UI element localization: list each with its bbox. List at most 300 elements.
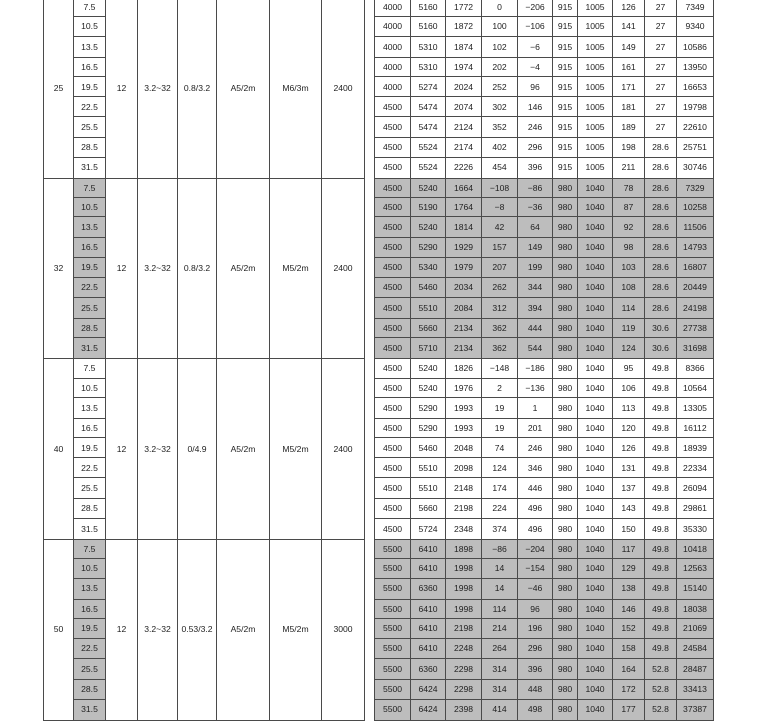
dim-b-cell: 1929: [446, 238, 482, 257]
weight-cell: 25751: [677, 138, 714, 157]
dim-h-cell: 49.8: [645, 438, 677, 458]
dim-h-cell: 49.8: [645, 359, 677, 378]
length-cell: 4500: [375, 318, 411, 337]
dim-h-cell: 49.8: [645, 518, 677, 539]
span-cell: 28.5: [74, 680, 106, 699]
dim-g-cell: 138: [613, 578, 645, 599]
dim-f-cell: 1005: [578, 157, 613, 178]
gauge-cell: 2400: [322, 178, 365, 359]
span-cell: 13.5: [74, 398, 106, 419]
span-cell: 28.5: [74, 138, 106, 157]
dim-g-cell: 164: [613, 659, 645, 680]
dim-c-cell: −148: [482, 359, 518, 378]
dim-f-cell: 1040: [578, 539, 613, 558]
dim-g-cell: 87: [613, 198, 645, 217]
class-cell: A5/2m: [217, 539, 270, 720]
dim-a-cell: 5724: [411, 518, 446, 539]
dim-a-cell: 5310: [411, 36, 446, 57]
ratio-cell: 0/4.9: [178, 359, 217, 540]
dim-g-cell: 172: [613, 680, 645, 699]
weight-cell: 16807: [677, 257, 714, 277]
dim-g-cell: 78: [613, 178, 645, 197]
dim-a-cell: 5660: [411, 499, 446, 518]
dim-g-cell: 129: [613, 559, 645, 578]
dim-g-cell: 143: [613, 499, 645, 518]
range-cell: 3.2~32: [138, 178, 178, 359]
length-cell: 5500: [375, 680, 411, 699]
length-cell: 4500: [375, 518, 411, 539]
dim-h-cell: 49.8: [645, 499, 677, 518]
dim-b-cell: 2098: [446, 458, 482, 478]
dim-g-cell: 177: [613, 699, 645, 720]
dim-a-cell: 5240: [411, 359, 446, 378]
dim-b-cell: 1998: [446, 599, 482, 618]
gap-cell: [365, 539, 375, 720]
dim-a-cell: 5290: [411, 398, 446, 419]
dim-d-cell: 346: [518, 458, 553, 478]
weight-cell: 16112: [677, 419, 714, 438]
length-cell: 4500: [375, 217, 411, 238]
dim-e-cell: 915: [553, 77, 578, 97]
dim-g-cell: 211: [613, 157, 645, 178]
dim-c-cell: 362: [482, 338, 518, 359]
dim-g-cell: 146: [613, 599, 645, 618]
class-cell: A5/2m: [217, 178, 270, 359]
dim-g-cell: 198: [613, 138, 645, 157]
length-cell: 4500: [375, 378, 411, 397]
dim-c-cell: 100: [482, 17, 518, 36]
dim-e-cell: 980: [553, 338, 578, 359]
dim-b-cell: 1664: [446, 178, 482, 197]
dim-h-cell: 28.6: [645, 138, 677, 157]
dim-g-cell: 158: [613, 639, 645, 659]
weight-cell: 19798: [677, 97, 714, 117]
dim-g-cell: 124: [613, 338, 645, 359]
dim-c-cell: 224: [482, 499, 518, 518]
dim-f-cell: 1040: [578, 518, 613, 539]
table-row: [44, 0, 714, 17]
dim-d-cell: 96: [518, 77, 553, 97]
dim-d-cell: 246: [518, 117, 553, 138]
dim-b-cell: 2298: [446, 680, 482, 699]
weight-cell: 8366: [677, 359, 714, 378]
class-cell: A5/2m: [217, 0, 270, 178]
dim-c-cell: −108: [482, 178, 518, 197]
dim-f-cell: 1040: [578, 257, 613, 277]
dim-b-cell: 2134: [446, 318, 482, 337]
dim-b-cell: 2074: [446, 97, 482, 117]
dim-e-cell: 980: [553, 217, 578, 238]
span-cell: 22.5: [74, 277, 106, 297]
dim-c-cell: −86: [482, 539, 518, 558]
dim-h-cell: 28.6: [645, 217, 677, 238]
dim-d-cell: −86: [518, 178, 553, 197]
dim-b-cell: 2348: [446, 518, 482, 539]
dim-c-cell: 102: [482, 36, 518, 57]
span-cell: 31.5: [74, 699, 106, 720]
dim-d-cell: 201: [518, 419, 553, 438]
dim-a-cell: 6410: [411, 599, 446, 618]
dim-a-cell: 6410: [411, 619, 446, 639]
dim-a-cell: 5310: [411, 57, 446, 76]
dim-e-cell: 980: [553, 438, 578, 458]
span-cell: 25.5: [74, 297, 106, 318]
count-cell: 12: [106, 0, 138, 178]
dim-c-cell: 14: [482, 559, 518, 578]
dim-e-cell: 980: [553, 398, 578, 419]
dim-e-cell: 980: [553, 518, 578, 539]
span-cell: 13.5: [74, 578, 106, 599]
dim-h-cell: 28.6: [645, 198, 677, 217]
span-cell: 13.5: [74, 217, 106, 238]
count-cell: 12: [106, 539, 138, 720]
dim-d-cell: 296: [518, 639, 553, 659]
dim-d-cell: 96: [518, 599, 553, 618]
dim-f-cell: 1040: [578, 699, 613, 720]
length-cell: 4000: [375, 17, 411, 36]
span-cell: 16.5: [74, 238, 106, 257]
dim-b-cell: 2084: [446, 297, 482, 318]
length-cell: 5500: [375, 699, 411, 720]
dim-c-cell: 252: [482, 77, 518, 97]
length-cell: 5500: [375, 539, 411, 558]
dim-c-cell: 362: [482, 318, 518, 337]
dim-a-cell: 6410: [411, 539, 446, 558]
length-cell: 4500: [375, 238, 411, 257]
dim-f-cell: 1040: [578, 338, 613, 359]
weight-cell: 24198: [677, 297, 714, 318]
dim-b-cell: 1814: [446, 217, 482, 238]
dim-f-cell: 1005: [578, 0, 613, 17]
dim-d-cell: −136: [518, 378, 553, 397]
dim-b-cell: 1974: [446, 57, 482, 76]
dim-h-cell: 49.8: [645, 619, 677, 639]
dim-c-cell: 302: [482, 97, 518, 117]
size-cell: 25: [44, 0, 74, 178]
dim-a-cell: 5660: [411, 318, 446, 337]
dim-c-cell: 74: [482, 438, 518, 458]
dim-a-cell: 6360: [411, 659, 446, 680]
table-row: [44, 178, 714, 197]
weight-cell: 12563: [677, 559, 714, 578]
dim-d-cell: 149: [518, 238, 553, 257]
dim-b-cell: 2174: [446, 138, 482, 157]
dim-f-cell: 1040: [578, 499, 613, 518]
gauge-cell: 2400: [322, 0, 365, 178]
dim-h-cell: 28.6: [645, 157, 677, 178]
dim-d-cell: 396: [518, 659, 553, 680]
dim-g-cell: 149: [613, 36, 645, 57]
dim-g-cell: 161: [613, 57, 645, 76]
count-cell: 12: [106, 178, 138, 359]
dim-h-cell: 27: [645, 77, 677, 97]
span-cell: 10.5: [74, 17, 106, 36]
motor-cell: M6/3m: [270, 0, 322, 178]
dim-b-cell: 2248: [446, 639, 482, 659]
dim-d-cell: −154: [518, 559, 553, 578]
length-cell: 4000: [375, 77, 411, 97]
span-cell: 7.5: [74, 359, 106, 378]
dim-a-cell: 5340: [411, 257, 446, 277]
dim-a-cell: 5710: [411, 338, 446, 359]
dim-f-cell: 1040: [578, 599, 613, 618]
gauge-cell: 3000: [322, 539, 365, 720]
weight-cell: 26094: [677, 478, 714, 499]
dim-g-cell: 171: [613, 77, 645, 97]
dim-h-cell: 27: [645, 0, 677, 17]
dim-f-cell: 1040: [578, 559, 613, 578]
dim-b-cell: 1993: [446, 419, 482, 438]
dim-e-cell: 980: [553, 458, 578, 478]
span-cell: 16.5: [74, 57, 106, 76]
length-cell: 5500: [375, 659, 411, 680]
span-cell: 16.5: [74, 419, 106, 438]
span-cell: 19.5: [74, 619, 106, 639]
dim-e-cell: 980: [553, 238, 578, 257]
length-cell: 4500: [375, 338, 411, 359]
dim-c-cell: 2: [482, 378, 518, 397]
length-cell: 4500: [375, 257, 411, 277]
dim-g-cell: 120: [613, 419, 645, 438]
specification-table: [43, 0, 714, 721]
span-cell: 13.5: [74, 36, 106, 57]
dim-b-cell: 1772: [446, 0, 482, 17]
dim-a-cell: 6424: [411, 699, 446, 720]
dim-h-cell: 28.6: [645, 238, 677, 257]
weight-cell: 31698: [677, 338, 714, 359]
dim-h-cell: 28.6: [645, 178, 677, 197]
dim-e-cell: 915: [553, 0, 578, 17]
dim-a-cell: 5160: [411, 0, 446, 17]
weight-cell: 10586: [677, 36, 714, 57]
dim-h-cell: 27: [645, 97, 677, 117]
dim-g-cell: 92: [613, 217, 645, 238]
dim-b-cell: 1764: [446, 198, 482, 217]
dim-c-cell: 114: [482, 599, 518, 618]
length-cell: 4500: [375, 297, 411, 318]
weight-cell: 20449: [677, 277, 714, 297]
dim-a-cell: 5160: [411, 17, 446, 36]
weight-cell: 16653: [677, 77, 714, 97]
dim-b-cell: 1979: [446, 257, 482, 277]
dim-e-cell: 980: [553, 619, 578, 639]
dim-a-cell: 5510: [411, 297, 446, 318]
dim-h-cell: 30.6: [645, 318, 677, 337]
dim-f-cell: 1040: [578, 659, 613, 680]
dim-a-cell: 5524: [411, 138, 446, 157]
dim-a-cell: 5274: [411, 77, 446, 97]
length-cell: 4500: [375, 117, 411, 138]
weight-cell: 33413: [677, 680, 714, 699]
ratio-cell: 0.53/3.2: [178, 539, 217, 720]
dim-c-cell: 19: [482, 419, 518, 438]
dim-a-cell: 6424: [411, 680, 446, 699]
dim-d-cell: 1: [518, 398, 553, 419]
dim-d-cell: 246: [518, 438, 553, 458]
gap-cell: [365, 178, 375, 359]
motor-cell: M5/2m: [270, 178, 322, 359]
dim-b-cell: 1826: [446, 359, 482, 378]
dim-b-cell: 1898: [446, 539, 482, 558]
dim-c-cell: 19: [482, 398, 518, 419]
class-cell: A5/2m: [217, 359, 270, 540]
dim-d-cell: −4: [518, 57, 553, 76]
weight-cell: 18939: [677, 438, 714, 458]
dim-h-cell: 27: [645, 17, 677, 36]
weight-cell: 29861: [677, 499, 714, 518]
dim-h-cell: 49.8: [645, 419, 677, 438]
span-cell: 7.5: [74, 178, 106, 197]
dim-f-cell: 1005: [578, 57, 613, 76]
dim-d-cell: 196: [518, 619, 553, 639]
span-cell: 22.5: [74, 97, 106, 117]
length-cell: 4000: [375, 57, 411, 76]
dim-b-cell: 1993: [446, 398, 482, 419]
dim-g-cell: 103: [613, 257, 645, 277]
span-cell: 25.5: [74, 117, 106, 138]
dim-a-cell: 6360: [411, 578, 446, 599]
dim-c-cell: −8: [482, 198, 518, 217]
dim-c-cell: 374: [482, 518, 518, 539]
count-cell: 12: [106, 359, 138, 540]
dim-c-cell: 0: [482, 0, 518, 17]
dim-f-cell: 1040: [578, 238, 613, 257]
dim-h-cell: 28.6: [645, 297, 677, 318]
size-cell: 32: [44, 178, 74, 359]
span-cell: 10.5: [74, 559, 106, 578]
range-cell: 3.2~32: [138, 0, 178, 178]
dim-h-cell: 49.8: [645, 559, 677, 578]
dim-e-cell: 980: [553, 419, 578, 438]
dim-d-cell: 344: [518, 277, 553, 297]
dim-h-cell: 28.6: [645, 277, 677, 297]
dim-d-cell: 146: [518, 97, 553, 117]
dim-a-cell: 5240: [411, 378, 446, 397]
motor-cell: M5/2m: [270, 539, 322, 720]
dim-e-cell: 980: [553, 359, 578, 378]
dim-e-cell: 915: [553, 117, 578, 138]
span-cell: 10.5: [74, 378, 106, 397]
length-cell: 5500: [375, 599, 411, 618]
gap-cell: [365, 359, 375, 540]
dim-f-cell: 1005: [578, 77, 613, 97]
dim-c-cell: 157: [482, 238, 518, 257]
weight-cell: 18038: [677, 599, 714, 618]
weight-cell: 24584: [677, 639, 714, 659]
dim-f-cell: 1040: [578, 198, 613, 217]
dim-f-cell: 1040: [578, 217, 613, 238]
dim-e-cell: 980: [553, 297, 578, 318]
dim-h-cell: 49.8: [645, 378, 677, 397]
length-cell: 5500: [375, 619, 411, 639]
dim-a-cell: 5290: [411, 419, 446, 438]
dim-d-cell: 199: [518, 257, 553, 277]
dim-a-cell: 5510: [411, 458, 446, 478]
length-cell: 4500: [375, 398, 411, 419]
dim-h-cell: 28.6: [645, 257, 677, 277]
dim-f-cell: 1040: [578, 478, 613, 499]
weight-cell: 28487: [677, 659, 714, 680]
dim-d-cell: 296: [518, 138, 553, 157]
dim-b-cell: 2298: [446, 659, 482, 680]
dim-g-cell: 98: [613, 238, 645, 257]
dim-f-cell: 1005: [578, 117, 613, 138]
length-cell: 4500: [375, 359, 411, 378]
length-cell: 4500: [375, 458, 411, 478]
dim-d-cell: 544: [518, 338, 553, 359]
weight-cell: 13305: [677, 398, 714, 419]
weight-cell: 37387: [677, 699, 714, 720]
dim-e-cell: 980: [553, 198, 578, 217]
dim-d-cell: −46: [518, 578, 553, 599]
dim-g-cell: 126: [613, 438, 645, 458]
dim-g-cell: 137: [613, 478, 645, 499]
dim-b-cell: 1998: [446, 578, 482, 599]
table-row: [44, 539, 714, 558]
dim-e-cell: 980: [553, 699, 578, 720]
length-cell: 4000: [375, 36, 411, 57]
dim-b-cell: 2134: [446, 338, 482, 359]
dim-e-cell: 980: [553, 277, 578, 297]
dim-b-cell: 1874: [446, 36, 482, 57]
dim-f-cell: 1040: [578, 297, 613, 318]
dim-h-cell: 49.8: [645, 599, 677, 618]
span-cell: 25.5: [74, 478, 106, 499]
dim-h-cell: 52.8: [645, 659, 677, 680]
dim-d-cell: 446: [518, 478, 553, 499]
length-cell: 5500: [375, 639, 411, 659]
dim-e-cell: 980: [553, 499, 578, 518]
dim-c-cell: 454: [482, 157, 518, 178]
length-cell: 4500: [375, 138, 411, 157]
dim-g-cell: 150: [613, 518, 645, 539]
dim-f-cell: 1040: [578, 178, 613, 197]
dim-e-cell: 980: [553, 478, 578, 499]
weight-cell: 35330: [677, 518, 714, 539]
dim-g-cell: 141: [613, 17, 645, 36]
dim-d-cell: −36: [518, 198, 553, 217]
dim-h-cell: 49.8: [645, 458, 677, 478]
dim-f-cell: 1005: [578, 138, 613, 157]
weight-cell: 13950: [677, 57, 714, 76]
dim-f-cell: 1040: [578, 378, 613, 397]
dim-d-cell: 498: [518, 699, 553, 720]
dim-c-cell: 207: [482, 257, 518, 277]
dim-f-cell: 1040: [578, 318, 613, 337]
span-cell: 19.5: [74, 77, 106, 97]
range-cell: 3.2~32: [138, 539, 178, 720]
dim-c-cell: 414: [482, 699, 518, 720]
dim-a-cell: 5474: [411, 97, 446, 117]
dim-c-cell: 124: [482, 458, 518, 478]
weight-cell: 21069: [677, 619, 714, 639]
dim-e-cell: 915: [553, 138, 578, 157]
dim-d-cell: 496: [518, 518, 553, 539]
dim-a-cell: 6410: [411, 639, 446, 659]
dim-f-cell: 1040: [578, 419, 613, 438]
dim-e-cell: 915: [553, 157, 578, 178]
dim-g-cell: 106: [613, 378, 645, 397]
length-cell: 5500: [375, 578, 411, 599]
dim-d-cell: −206: [518, 0, 553, 17]
span-cell: 7.5: [74, 539, 106, 558]
dim-e-cell: 915: [553, 17, 578, 36]
dim-c-cell: 314: [482, 659, 518, 680]
span-cell: 22.5: [74, 458, 106, 478]
span-cell: 31.5: [74, 157, 106, 178]
range-cell: 3.2~32: [138, 359, 178, 540]
length-cell: 4500: [375, 478, 411, 499]
